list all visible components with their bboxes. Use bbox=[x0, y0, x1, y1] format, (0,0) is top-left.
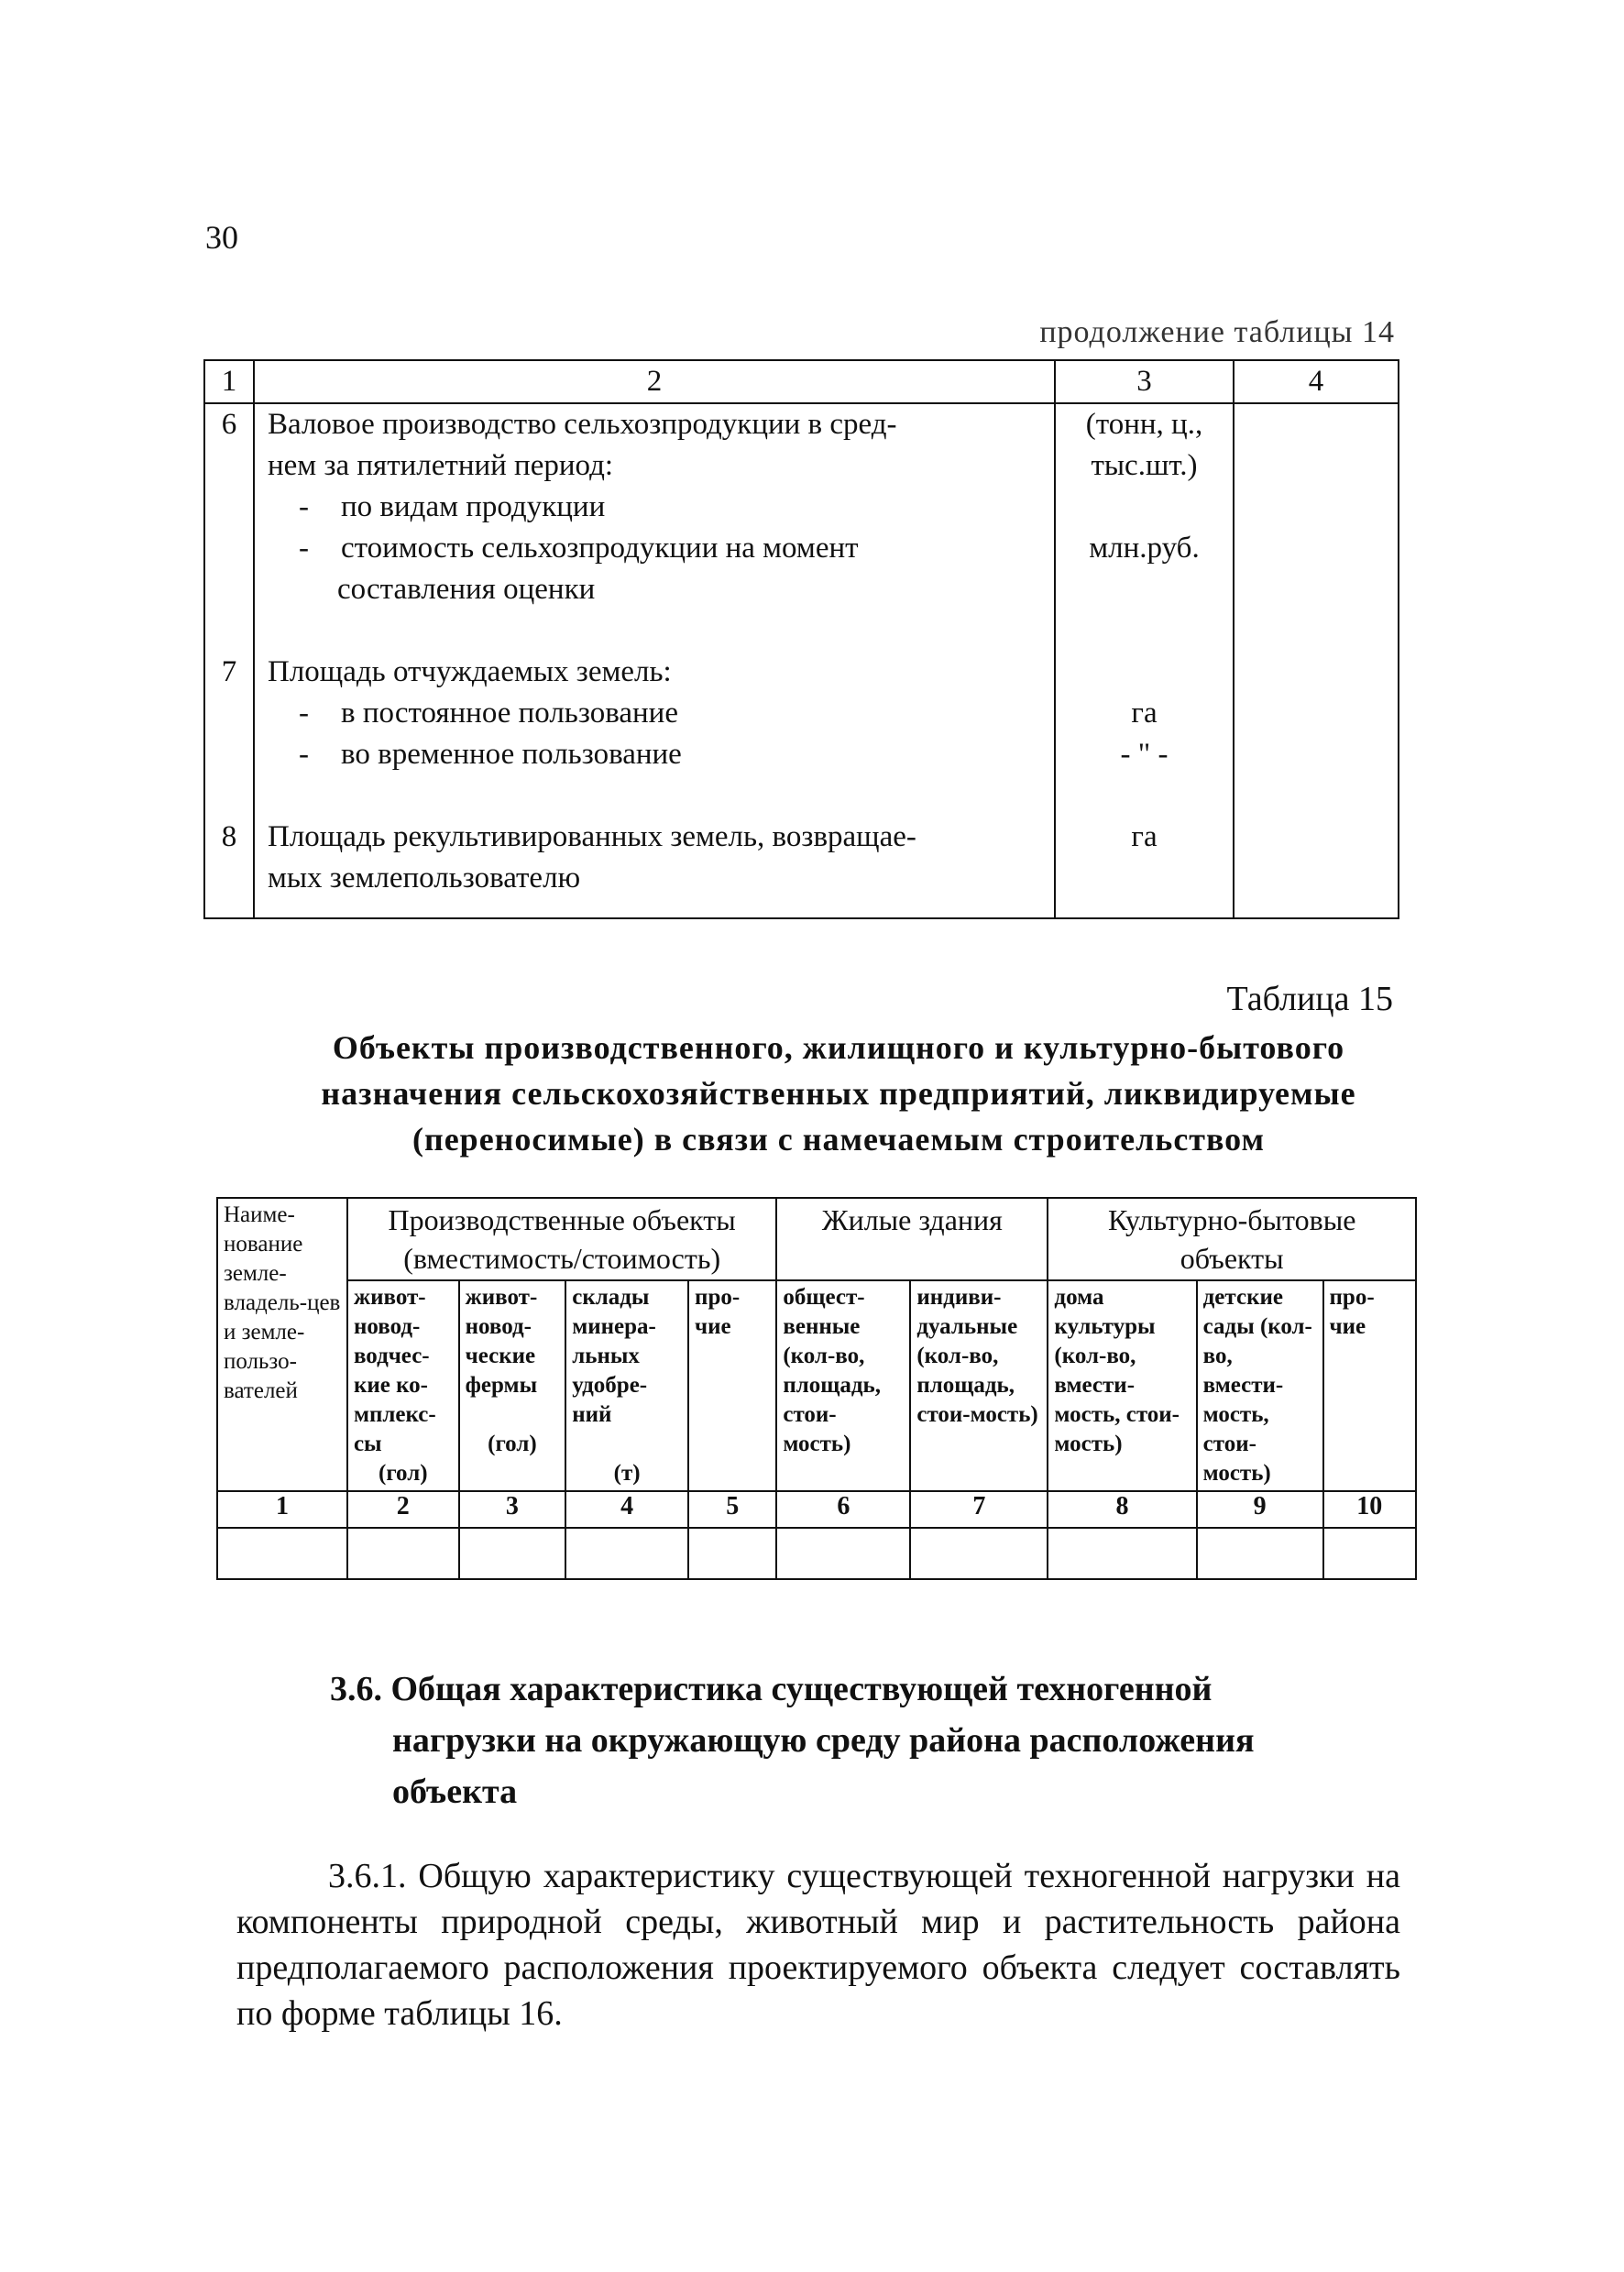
row-unit bbox=[1055, 403, 1234, 652]
sub-header-text: индиви-дуальные (кол-во, площадь, стои-мость) bbox=[916, 1285, 1038, 1427]
table-15-label: Таблица 15 bbox=[1226, 980, 1393, 1018]
empty-cell bbox=[688, 1528, 776, 1579]
empty-row bbox=[217, 1528, 1416, 1579]
empty-cell bbox=[565, 1528, 688, 1579]
list-item bbox=[268, 528, 1041, 569]
sub-header-text: склады минера-льных удобре-ний bbox=[572, 1285, 656, 1427]
sub-header-cell bbox=[565, 1280, 688, 1491]
column-index: 3 bbox=[459, 1491, 566, 1528]
list-item bbox=[268, 487, 1041, 528]
empty-cell bbox=[776, 1528, 910, 1579]
row-number bbox=[204, 652, 254, 817]
row-description bbox=[254, 817, 1055, 918]
unit-line: - " - bbox=[1120, 738, 1169, 771]
empty-cell bbox=[910, 1528, 1048, 1579]
row-value bbox=[1234, 403, 1399, 652]
list-item-text: во временное пользование bbox=[341, 738, 682, 771]
header-cell: 2 bbox=[254, 360, 1055, 403]
empty-cell bbox=[1323, 1528, 1416, 1579]
column-index: 10 bbox=[1323, 1491, 1416, 1528]
row-line: нем за пятилетний период: bbox=[268, 449, 614, 482]
sub-header-cell bbox=[347, 1280, 459, 1491]
unit-line: (тонн, ц., bbox=[1085, 408, 1203, 441]
dash-marker: - bbox=[299, 697, 309, 730]
dash-marker: - bbox=[299, 490, 309, 523]
column-index: 6 bbox=[776, 1491, 910, 1528]
row-unit bbox=[1055, 817, 1234, 918]
sub-header-cell bbox=[910, 1280, 1048, 1491]
group-header-row bbox=[217, 1198, 1416, 1280]
sub-header-cell bbox=[1323, 1280, 1416, 1491]
header-cell: 3 bbox=[1055, 360, 1234, 403]
sub-header-text: живот-новод-ческие фермы bbox=[465, 1285, 538, 1398]
row-value bbox=[1234, 817, 1399, 918]
section-title-rest: нагрузки на окружающую среду района расположения объекта bbox=[392, 1721, 1255, 1811]
sub-header-text: про-чие bbox=[695, 1285, 741, 1339]
empty-cell bbox=[459, 1528, 566, 1579]
column-index: 1 bbox=[217, 1491, 347, 1528]
empty-cell bbox=[347, 1528, 459, 1579]
page-number: 30 bbox=[205, 219, 238, 256]
sub-header-text: детские сады (кол-во, вмести-мость, стои-мость) bbox=[1202, 1285, 1312, 1486]
row-line: Площадь рекультивированных земель, возвращае- bbox=[268, 820, 916, 853]
continuation-label: продолжение таблицы 14 bbox=[1039, 315, 1395, 349]
sub-header-cell bbox=[688, 1280, 776, 1491]
list-item bbox=[268, 734, 1041, 775]
list-item bbox=[268, 693, 1041, 734]
sub-header-cell bbox=[1197, 1280, 1323, 1491]
sub-header-cell bbox=[776, 1280, 910, 1491]
row-number bbox=[204, 817, 254, 918]
table-15-title: Объекты производственного, жилищного и культурно-бытового назначения сельскохозяйственных предприятий, ликвидируемые (переносимые) в связи с намечаемым строительством bbox=[321, 1029, 1356, 1158]
row-value bbox=[1234, 652, 1399, 817]
culture-objects-header: Культурно-бытовые объекты bbox=[1048, 1198, 1416, 1280]
row-description bbox=[254, 403, 1055, 652]
column-index: 9 bbox=[1197, 1491, 1323, 1528]
section-number: 3.6. bbox=[330, 1670, 382, 1708]
section-heading bbox=[330, 1663, 1375, 1817]
table-15 bbox=[216, 1197, 1417, 1580]
list-item-text: по видам продукции bbox=[341, 490, 606, 523]
housing-header: Жилые здания bbox=[776, 1198, 1048, 1280]
sub-header-row bbox=[217, 1280, 1416, 1491]
owner-column-text: Наиме-нование земле-владель-цев и земле-пользо-вателей bbox=[224, 1202, 341, 1403]
header-cell: 1 bbox=[204, 360, 254, 403]
row-number-text: 6 bbox=[221, 408, 237, 441]
row-unit bbox=[1055, 652, 1234, 817]
sub-header-text: живот-новод-водчес-кие ко-мплекс-сы bbox=[353, 1285, 436, 1456]
list-item-text: стоимость сельхозпродукции на момент bbox=[341, 532, 859, 565]
column-index-row bbox=[217, 1491, 1416, 1528]
sub-header-text: про-чие bbox=[1329, 1285, 1375, 1339]
sub-header-text: общест-венные (кол-во, площадь, стои-мость) bbox=[783, 1285, 882, 1456]
sub-header-cell bbox=[1048, 1280, 1196, 1491]
row-line: Валовое производство сельхозпродукции в сред- bbox=[268, 408, 897, 441]
column-index: 4 bbox=[565, 1491, 688, 1528]
row-number-text: 8 bbox=[221, 820, 237, 853]
dash-marker: - bbox=[299, 738, 309, 771]
sub-header-unit: (гол) bbox=[379, 1461, 428, 1486]
section-title-first: Общая характеристика существующей техногенной bbox=[390, 1670, 1213, 1708]
sub-header-cell bbox=[459, 1280, 566, 1491]
row-number-text: 7 bbox=[221, 655, 237, 688]
row-line: мых землепользователю bbox=[268, 862, 581, 895]
row-description bbox=[254, 652, 1055, 817]
list-item-text: в постоянное пользование bbox=[341, 697, 678, 730]
sub-header-unit: (гол) bbox=[488, 1432, 537, 1456]
section-paragraph: 3.6.1. Общую характеристику существующей техногенной нагрузки на компоненты природной среды, животный мир и растительность района предполагаемого расположения проектируемого объекта следует составлять по форме таблицы 16. bbox=[236, 1857, 1400, 2033]
sub-header-text: дома культуры (кол-во, вмести-мость, стои-мость) bbox=[1054, 1285, 1180, 1456]
table-row bbox=[204, 817, 1399, 918]
table-header-row bbox=[204, 360, 1399, 403]
column-index: 5 bbox=[688, 1491, 776, 1528]
sub-header-unit: (т) bbox=[613, 1461, 641, 1486]
owner-column-header bbox=[217, 1198, 347, 1491]
list-item-continuation: составления оценки bbox=[337, 573, 596, 606]
empty-cell bbox=[217, 1528, 347, 1579]
header-cell: 4 bbox=[1234, 360, 1399, 403]
column-index: 8 bbox=[1048, 1491, 1196, 1528]
table-row bbox=[204, 403, 1399, 652]
production-objects-header: Производственные объекты (вместимость/стоимость) bbox=[347, 1198, 776, 1280]
empty-cell bbox=[1048, 1528, 1196, 1579]
column-index: 2 bbox=[347, 1491, 459, 1528]
unit-line: тыс.шт.) bbox=[1091, 449, 1198, 482]
dash-marker: - bbox=[299, 532, 309, 565]
column-index: 7 bbox=[910, 1491, 1048, 1528]
unit-line: га bbox=[1131, 820, 1158, 853]
unit-line: га bbox=[1131, 697, 1158, 730]
table-row bbox=[204, 652, 1399, 817]
row-line: Площадь отчуждаемых земель: bbox=[268, 655, 672, 688]
empty-cell bbox=[1197, 1528, 1323, 1579]
unit-line: млн.руб. bbox=[1089, 532, 1200, 565]
row-number bbox=[204, 403, 254, 652]
table-14-continuation bbox=[203, 359, 1399, 919]
